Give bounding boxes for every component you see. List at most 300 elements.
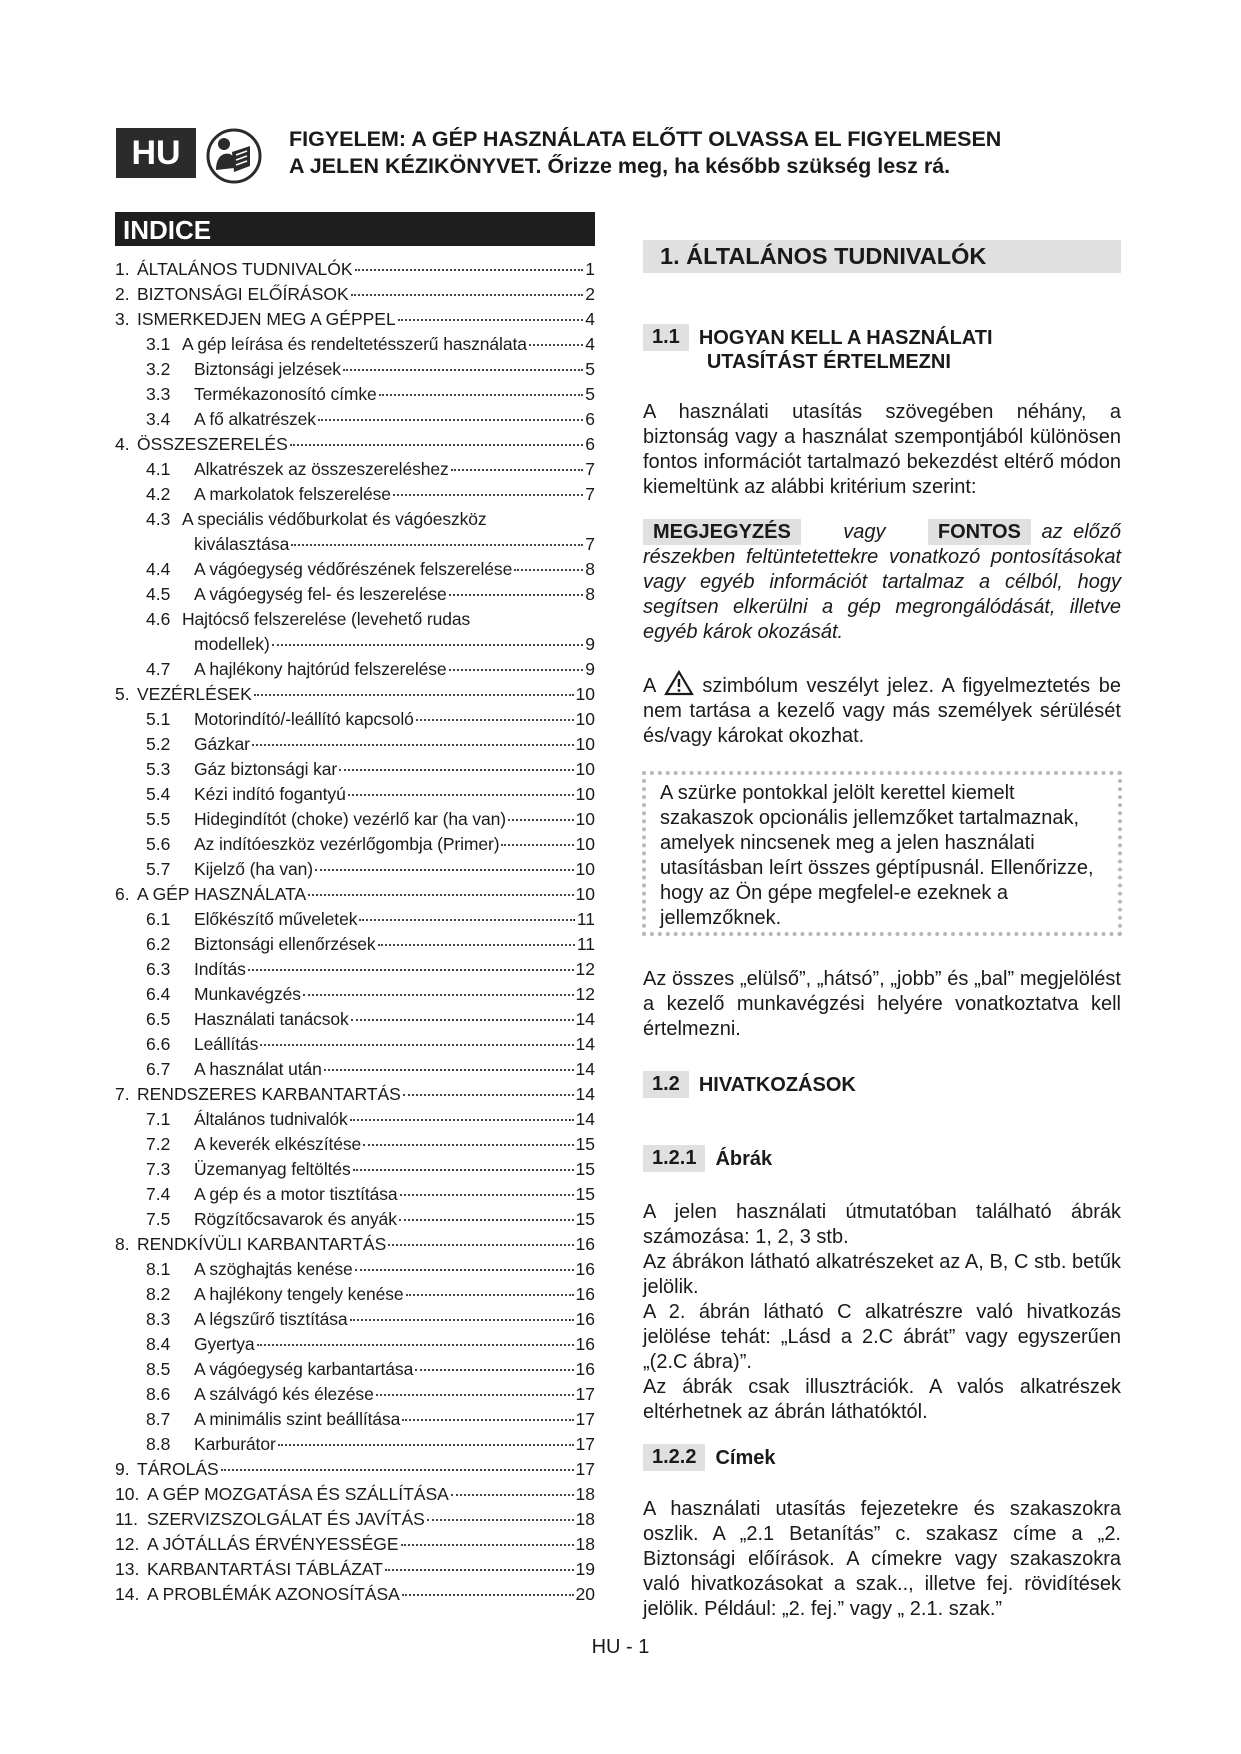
- toc-entry-number: 8.4: [146, 1334, 171, 1354]
- toc-entry-number: 3.2: [146, 359, 171, 379]
- index-title: INDICE: [115, 212, 595, 246]
- toc-entry-number: 8.7: [146, 1409, 171, 1429]
- toc-entry-title: ÁLTALÁNOS TUDNIVALÓK: [137, 259, 353, 279]
- hazard-paragraph: [643, 670, 1121, 749]
- toc-entry-page: 11: [576, 909, 595, 929]
- toc-leader-dots: [449, 594, 584, 596]
- toc-entry: [115, 532, 595, 557]
- toc-entry-number: 3.1: [146, 334, 171, 354]
- toc-entry-number: 5.2: [146, 734, 171, 754]
- toc-entry-number: 9.: [115, 1459, 130, 1479]
- toc-entry-page: 10: [575, 684, 595, 704]
- table-of-contents: [115, 257, 595, 1607]
- toc-entry-page: 8: [585, 584, 595, 604]
- toc-entry-page: 16: [575, 1234, 595, 1254]
- toc-entry-title: A JÓTÁLLÁS ÉRVÉNYESSÉGE: [147, 1534, 399, 1554]
- toc-leader-dots: [257, 1344, 574, 1346]
- toc-entry-title: A PROBLÉMÁK AZONOSÍTÁSA: [147, 1584, 400, 1604]
- subsection-1-2-heading: [643, 1071, 856, 1098]
- toc-leader-dots: [254, 694, 574, 696]
- toc-entry-title: Kijelző (ha van): [194, 859, 314, 879]
- toc-leader-dots: [315, 869, 574, 871]
- toc-entry-number: 4.1: [146, 459, 171, 479]
- toc-leader-dots: [378, 944, 575, 946]
- toc-entry-number: 7.4: [146, 1184, 171, 1204]
- toc-entry-page: 14: [575, 1034, 595, 1054]
- toc-entry: [115, 1082, 595, 1107]
- directions-paragraph: Az összes „elülső”, „hátsó”, „jobb” és „bal” megjelölést a kezelő munkavégzési helyére vonatkoztatva kell értelmezni.: [643, 968, 1121, 1040]
- toc-entry-number: 6.1: [146, 909, 171, 929]
- toc-leader-dots: [252, 744, 574, 746]
- toc-entry: [115, 357, 595, 382]
- toc-leader-dots: [402, 1594, 574, 1596]
- toc-entry-page: 7: [585, 459, 595, 479]
- intro-paragraph: A használati utasítás szövegében néhány, a biztonság vagy a használat szempontjából különösen fontos információt tartalmazó bekezdést eltérő módon kiemeltünk az alábbi kritérium szerint:: [643, 401, 1121, 498]
- toc-entry-page: 19: [575, 1559, 595, 1579]
- toc-entry: [115, 757, 595, 782]
- toc-entry: [115, 307, 595, 332]
- toc-entry-title: modellek): [194, 634, 270, 654]
- toc-entry-title: A gép leírása és rendeltetésszerű használata: [182, 334, 527, 354]
- toc-entry-page: 15: [575, 1209, 595, 1229]
- toc-entry-title: Az indítóeszköz vezérlőgombja (Primer): [194, 834, 500, 854]
- toc-entry-title: Indítás: [194, 959, 246, 979]
- toc-entry-page: 14: [575, 1009, 595, 1029]
- toc-entry: [115, 1432, 595, 1457]
- toc-entry-page: 17: [575, 1409, 595, 1429]
- toc-leader-dots: [385, 1569, 574, 1571]
- toc-entry-title: A keverék elkészítése: [194, 1134, 362, 1154]
- toc-entry: [115, 1457, 595, 1482]
- note-keyword: MEGJEGYZÉS: [643, 519, 801, 545]
- toc-entry-title: Biztonsági jelzések: [194, 359, 341, 379]
- toc-entry-number: 4.: [115, 434, 130, 454]
- toc-leader-dots: [501, 844, 573, 846]
- toc-entry-number: 5.1: [146, 709, 171, 729]
- toc-entry: [115, 732, 595, 757]
- toc-entry-number: 14.: [115, 1584, 140, 1604]
- toc-entry-title: A fő alkatrészek: [194, 409, 316, 429]
- toc-entry-number: 7.3: [146, 1159, 171, 1179]
- toc-leader-dots: [416, 719, 574, 721]
- toc-entry-page: 6: [585, 409, 595, 429]
- toc-entry: [115, 1207, 595, 1232]
- toc-entry-number: 6.5: [146, 1009, 171, 1029]
- toc-entry-page: 20: [575, 1584, 595, 1604]
- subsection-title-line-1: HOGYAN KELL A HASZNÁLATI: [698, 327, 993, 349]
- toc-leader-dots: [427, 1519, 574, 1521]
- toc-entry-page: 16: [575, 1259, 595, 1279]
- toc-entry-title: Biztonsági ellenőrzések: [194, 934, 376, 954]
- toc-entry-page: 17: [575, 1459, 595, 1479]
- toc-entry-page: 18: [575, 1484, 595, 1504]
- toc-entry-number: 5.6: [146, 834, 171, 854]
- toc-entry-number: 3.3: [146, 384, 171, 404]
- toc-entry-number: 4.3: [146, 509, 171, 529]
- toc-leader-dots: [451, 469, 584, 471]
- toc-entry-title: A speciális védőburkolat és vágóeszköz: [182, 509, 487, 529]
- subsection-number: 1.2: [643, 1071, 689, 1098]
- toc-entry-page: 7: [585, 534, 595, 554]
- toc-entry-title: SZERVIZSZOLGÁLAT ÉS JAVÍTÁS: [147, 1509, 425, 1529]
- toc-entry-page: 7: [585, 484, 595, 504]
- toc-entry-number: 7.1: [146, 1109, 171, 1129]
- toc-entry: [115, 407, 595, 432]
- toc-entry-title: A gép és a motor tisztítása: [194, 1184, 398, 1204]
- toc-entry-title: Alkatrészek az összeszereléshez: [194, 459, 449, 479]
- toc-entry-number: 6.: [115, 884, 130, 904]
- toc-entry-title: A GÉP MOZGATÁSA ÉS SZÁLLÍTÁSA: [147, 1484, 449, 1504]
- toc-entry-page: 9: [585, 659, 595, 679]
- toc-entry: [115, 482, 595, 507]
- toc-entry-title: A hajlékony tengely kenése: [194, 1284, 404, 1304]
- subsection-title: HIVATKOZÁSOK: [698, 1074, 856, 1096]
- toc-leader-dots: [351, 294, 584, 296]
- toc-leader-dots: [272, 644, 583, 646]
- toc-entry-number: 6.2: [146, 934, 171, 954]
- note-paragraph: [643, 520, 1121, 645]
- toc-entry-page: 10: [575, 809, 595, 829]
- toc-entry-number: 8.3: [146, 1309, 171, 1329]
- toc-entry: [115, 607, 595, 632]
- toc-leader-dots: [529, 344, 583, 346]
- toc-leader-dots: [221, 1469, 574, 1471]
- toc-entry-title: Leállítás: [194, 1034, 259, 1054]
- toc-entry: [115, 807, 595, 832]
- toc-entry: [115, 1282, 595, 1307]
- toc-entry-number: 4.7: [146, 659, 171, 679]
- toc-entry-number: 5.: [115, 684, 130, 704]
- toc-entry-title: BIZTONSÁGI ELŐÍRÁSOK: [137, 284, 349, 304]
- toc-entry-title: ISMERKEDJEN MEG A GÉPPEL: [137, 309, 396, 329]
- toc-entry: [115, 1032, 595, 1057]
- page-number: HU - 1: [591, 1636, 650, 1658]
- subsection-title-line-2: UTASÍTÁST ÉRTELMEZNI: [706, 351, 951, 373]
- toc-entry-number: 8.: [115, 1234, 130, 1254]
- subsection-1-2-2-heading: [643, 1444, 776, 1471]
- titles-paragraph: A használati utasítás fejezetekre és szakaszokra oszlik. A „2.1 Betanítás” c. szakasz címe a „2. Biztonsági előírások. A címekre vagy szakaszokra való hivatkozásokat a szak.., illetve fej. rövidítések jelölik. Például: „2. fej.” vagy „ 2.1. szak.”: [643, 1498, 1121, 1620]
- toc-entry: [115, 582, 595, 607]
- toc-entry: [115, 957, 595, 982]
- toc-entry-title: Gáz biztonsági kar: [194, 759, 338, 779]
- toc-leader-dots: [388, 1244, 573, 1246]
- toc-entry: [115, 1057, 595, 1082]
- toc-entry-number: 7.: [115, 1084, 130, 1104]
- toc-leader-dots: [449, 669, 584, 671]
- toc-entry-number: 1.: [115, 259, 130, 279]
- toc-leader-dots: [351, 1019, 574, 1021]
- toc-entry-title: ÖSSZESZERELÉS: [137, 434, 288, 454]
- toc-entry-title: Rögzítőcsavarok és anyák: [194, 1209, 397, 1229]
- figures-letters: Az ábrákon látható alkatrészeket az A, B, C stb. betűk jelölik.: [643, 1251, 1121, 1298]
- toc-leader-dots: [514, 569, 583, 571]
- toc-entry-page: 16: [575, 1284, 595, 1304]
- toc-entry-page: 10: [575, 834, 595, 854]
- toc-leader-dots: [403, 1094, 574, 1096]
- toc-entry: [115, 882, 595, 907]
- toc-entry: [115, 682, 595, 707]
- toc-entry-page: 10: [575, 709, 595, 729]
- toc-entry-page: 15: [575, 1184, 595, 1204]
- toc-entry-title: A vágóegység karbantartása: [194, 1359, 414, 1379]
- warning-triangle-icon: [664, 670, 694, 696]
- hazard-prefix: A: [643, 675, 656, 697]
- toc-entry-title: A hajlékony hajtórúd felszerelése: [194, 659, 447, 679]
- toc-leader-dots: [308, 894, 573, 896]
- subsection-number: 1.2.2: [643, 1444, 705, 1471]
- read-manual-warning: [289, 126, 1001, 180]
- toc-entry-title: kiválasztása: [194, 534, 290, 554]
- toc-entry-title: A szálvágó kés élezése: [194, 1384, 374, 1404]
- toc-leader-dots: [402, 1419, 573, 1421]
- toc-entry: [115, 907, 595, 932]
- toc-entry: [115, 782, 595, 807]
- section-title: 1. ÁLTALÁNOS TUDNIVALÓK: [643, 240, 1121, 273]
- toc-leader-dots: [401, 1544, 574, 1546]
- toc-leader-dots: [343, 369, 583, 371]
- toc-entry-number: 6.6: [146, 1034, 171, 1054]
- toc-entry: [115, 1332, 595, 1357]
- toc-entry-page: 15: [575, 1159, 595, 1179]
- subsection-1-2-1-heading: [643, 1145, 772, 1172]
- read-manual-icon: [206, 128, 262, 184]
- toc-entry: [115, 457, 595, 482]
- toc-entry-number: 4.2: [146, 484, 171, 504]
- toc-entry-page: 10: [575, 884, 595, 904]
- toc-entry-page: 6: [585, 434, 595, 454]
- toc-entry-title: A GÉP HASZNÁLATA: [137, 884, 307, 904]
- optional-features-box: A szürke pontokkal jelölt kerettel kiemelt szakaszok opcionális jellemzőket tartalmaznak, amelyek nincsenek meg a jelen használati utasításban leírt összes géptípusnál. Ellenőrizze, hogy az Ön gépe megfelel-e ezeknek a jellemzőknek.: [642, 771, 1122, 936]
- toc-entry: [115, 432, 595, 457]
- toc-entry-title: Gázkar: [194, 734, 250, 754]
- toc-entry-title: A használat után: [194, 1059, 322, 1079]
- toc-entry-title: Karburátor: [194, 1434, 276, 1454]
- toc-entry-title: A markolatok felszerelése: [194, 484, 391, 504]
- toc-leader-dots: [406, 1294, 574, 1296]
- toc-entry-number: 4.6: [146, 609, 171, 629]
- toc-leader-dots: [359, 919, 574, 921]
- toc-entry-number: 5.4: [146, 784, 171, 804]
- toc-entry-number: 8.6: [146, 1384, 171, 1404]
- toc-entry-number: 6.3: [146, 959, 171, 979]
- toc-entry-title: RENDKÍVÜLI KARBANTARTÁS: [137, 1234, 387, 1254]
- toc-entry: [115, 1382, 595, 1407]
- toc-entry-page: 14: [575, 1109, 595, 1129]
- toc-entry: [115, 557, 595, 582]
- toc-entry-number: 4.5: [146, 584, 171, 604]
- toc-entry-page: 4: [585, 334, 595, 354]
- toc-entry-page: 5: [585, 359, 595, 379]
- toc-entry-page: 17: [575, 1434, 595, 1454]
- toc-entry-page: 14: [575, 1084, 595, 1104]
- toc-leader-dots: [508, 819, 574, 821]
- toc-entry: [115, 1132, 595, 1157]
- toc-entry-number: 5.7: [146, 859, 171, 879]
- toc-entry-title: TÁROLÁS: [137, 1459, 219, 1479]
- toc-entry-page: 4: [585, 309, 595, 329]
- toc-entry-page: 2: [585, 284, 595, 304]
- toc-entry-number: 8.5: [146, 1359, 171, 1379]
- toc-entry-page: 18: [575, 1534, 595, 1554]
- subsection-number: 1.2.1: [643, 1145, 705, 1172]
- toc-entry: [115, 1582, 595, 1607]
- toc-entry-page: 14: [575, 1059, 595, 1079]
- toc-entry: [115, 657, 595, 682]
- toc-entry-page: 18: [575, 1509, 595, 1529]
- toc-entry-number: 3.: [115, 309, 130, 329]
- toc-entry-number: 8.8: [146, 1434, 171, 1454]
- toc-entry: [115, 1307, 595, 1332]
- toc-leader-dots: [415, 1369, 573, 1371]
- toc-entry-page: 10: [575, 734, 595, 754]
- toc-entry: [115, 1182, 595, 1207]
- toc-leader-dots: [348, 794, 574, 796]
- toc-entry-page: 12: [575, 959, 595, 979]
- toc-entry-title: Hidegindítót (choke) vezérlő kar (ha van): [194, 809, 507, 829]
- toc-leader-dots: [303, 994, 574, 996]
- toc-entry-number: 10.: [115, 1484, 140, 1504]
- toc-entry-number: 5.3: [146, 759, 171, 779]
- toc-leader-dots: [290, 444, 584, 446]
- toc-entry-title: Használati tanácsok: [194, 1009, 349, 1029]
- toc-leader-dots: [398, 319, 584, 321]
- important-keyword: FONTOS: [928, 519, 1031, 545]
- toc-entry-title: A vágóegység védőrészének felszerelése: [194, 559, 513, 579]
- figures-illustrative: Az ábrák csak illusztrációk. A valós alkatrészek eltérhetnek az ábrán láthatóktól.: [643, 1376, 1121, 1423]
- toc-entry-title: Előkészítő műveletek: [194, 909, 358, 929]
- toc-entry: [115, 1007, 595, 1032]
- toc-leader-dots: [339, 769, 573, 771]
- toc-entry-number: 2.: [115, 284, 130, 304]
- toc-entry-title: Gyertya: [194, 1334, 255, 1354]
- toc-leader-dots: [248, 969, 574, 971]
- toc-entry: [115, 1557, 595, 1582]
- toc-leader-dots: [350, 1319, 574, 1321]
- toc-entry-title: A szöghajtás kenése: [194, 1259, 353, 1279]
- toc-entry-page: 15: [575, 1134, 595, 1154]
- toc-entry: [115, 1257, 595, 1282]
- toc-leader-dots: [399, 1219, 574, 1221]
- toc-entry-title: A minimális szint beállítása: [194, 1409, 401, 1429]
- toc-entry-page: 10: [575, 859, 595, 879]
- toc-entry: [115, 857, 595, 882]
- toc-entry-number: 12.: [115, 1534, 140, 1554]
- toc-entry-number: 5.5: [146, 809, 171, 829]
- toc-entry-page: 10: [575, 784, 595, 804]
- toc-entry: [115, 1407, 595, 1432]
- toc-entry-page: 17: [575, 1384, 595, 1404]
- toc-leader-dots: [291, 544, 583, 546]
- toc-leader-dots: [379, 394, 584, 396]
- toc-entry-number: 7.2: [146, 1134, 171, 1154]
- toc-leader-dots: [363, 1144, 573, 1146]
- toc-entry-title: KARBANTARTÁSI TÁBLÁZAT: [147, 1559, 383, 1579]
- toc-entry: [115, 1507, 595, 1532]
- toc-entry-number: 6.7: [146, 1059, 171, 1079]
- toc-leader-dots: [353, 1169, 574, 1171]
- figures-paragraph: [643, 1200, 1121, 1425]
- toc-entry-title: Általános tudnivalók: [194, 1109, 348, 1129]
- toc-entry-title: RENDSZERES KARBANTARTÁS: [137, 1084, 401, 1104]
- toc-leader-dots: [393, 494, 583, 496]
- toc-entry-page: 1: [585, 259, 595, 279]
- subsection-title: Ábrák: [715, 1148, 773, 1170]
- toc-entry-number: 13.: [115, 1559, 140, 1579]
- toc-entry-number: 4.4: [146, 559, 171, 579]
- toc-entry-title: Termékazonosító címke: [194, 384, 377, 404]
- toc-entry-number: 3.4: [146, 409, 171, 429]
- warning-line-1: FIGYELEM: A GÉP HASZNÁLATA ELŐTT OLVASSA EL FIGYELMESEN: [289, 127, 1002, 151]
- toc-entry: [115, 707, 595, 732]
- toc-entry-page: 9: [585, 634, 595, 654]
- toc-entry: [115, 1157, 595, 1182]
- toc-entry-title: Munkavégzés: [194, 984, 301, 1004]
- toc-entry-page: 12: [575, 984, 595, 1004]
- toc-entry: [115, 632, 595, 657]
- language-badge: HU: [116, 128, 196, 178]
- toc-entry: [115, 1532, 595, 1557]
- toc-entry: [115, 932, 595, 957]
- toc-entry-title: Hajtócső felszerelése (levehető rudas: [182, 609, 471, 629]
- subsection-number: 1.1: [643, 324, 689, 351]
- toc-leader-dots: [376, 1394, 574, 1396]
- toc-entry: [115, 382, 595, 407]
- toc-entry-title: Motorindító/-leállító kapcsoló: [194, 709, 414, 729]
- toc-leader-dots: [278, 1444, 574, 1446]
- note-vagy: vagy: [843, 521, 886, 543]
- toc-leader-dots: [355, 269, 584, 271]
- warning-line-2: A JELEN KÉZIKÖNYVET. Őrizze meg, ha később szükség lesz rá.: [289, 154, 951, 178]
- toc-entry-number: 6.4: [146, 984, 171, 1004]
- toc-entry-title: VEZÉRLÉSEK: [137, 684, 252, 704]
- toc-entry: [115, 1107, 595, 1132]
- hazard-text: szimbólum veszélyt jelez. A figyelmeztetés be nem tartása a kezelő vagy más személyek sérülését és/vagy károkat okozhat.: [643, 675, 1121, 747]
- toc-entry: [115, 982, 595, 1007]
- toc-entry: [115, 1357, 595, 1382]
- toc-entry-page: 16: [575, 1309, 595, 1329]
- toc-entry: [115, 332, 595, 357]
- toc-leader-dots: [355, 1269, 574, 1271]
- toc-entry: [115, 282, 595, 307]
- toc-entry-title: A vágóegység fel- és leszerelése: [194, 584, 447, 604]
- toc-entry: [115, 257, 595, 282]
- subsection-1-1-heading: [643, 324, 993, 374]
- toc-entry-page: 16: [575, 1334, 595, 1354]
- toc-entry-number: 11.: [115, 1509, 139, 1529]
- toc-entry-page: 16: [575, 1359, 595, 1379]
- toc-leader-dots: [400, 1194, 574, 1196]
- toc-entry-page: 10: [575, 759, 595, 779]
- toc-entry-title: A légszűrő tisztítása: [194, 1309, 348, 1329]
- toc-entry-number: 7.5: [146, 1209, 171, 1229]
- toc-entry-title: Kézi indító fogantyú: [194, 784, 346, 804]
- toc-entry: [115, 1232, 595, 1257]
- toc-entry: [115, 507, 595, 532]
- toc-entry-page: 8: [585, 559, 595, 579]
- toc-entry-number: 8.2: [146, 1284, 171, 1304]
- toc-leader-dots: [260, 1044, 573, 1046]
- toc-leader-dots: [318, 419, 583, 421]
- figures-numbering: A jelen használati útmutatóban található ábrák számozása: 1, 2, 3 stb.: [643, 1201, 1121, 1248]
- subsection-title: [699, 324, 993, 374]
- toc-leader-dots: [451, 1494, 574, 1496]
- subsection-title: Címek: [715, 1447, 776, 1469]
- toc-entry-title: Üzemanyag feltöltés: [194, 1159, 351, 1179]
- toc-entry: [115, 1482, 595, 1507]
- toc-entry-number: 8.1: [146, 1259, 171, 1279]
- toc-entry-page: 5: [585, 384, 595, 404]
- toc-entry: [115, 832, 595, 857]
